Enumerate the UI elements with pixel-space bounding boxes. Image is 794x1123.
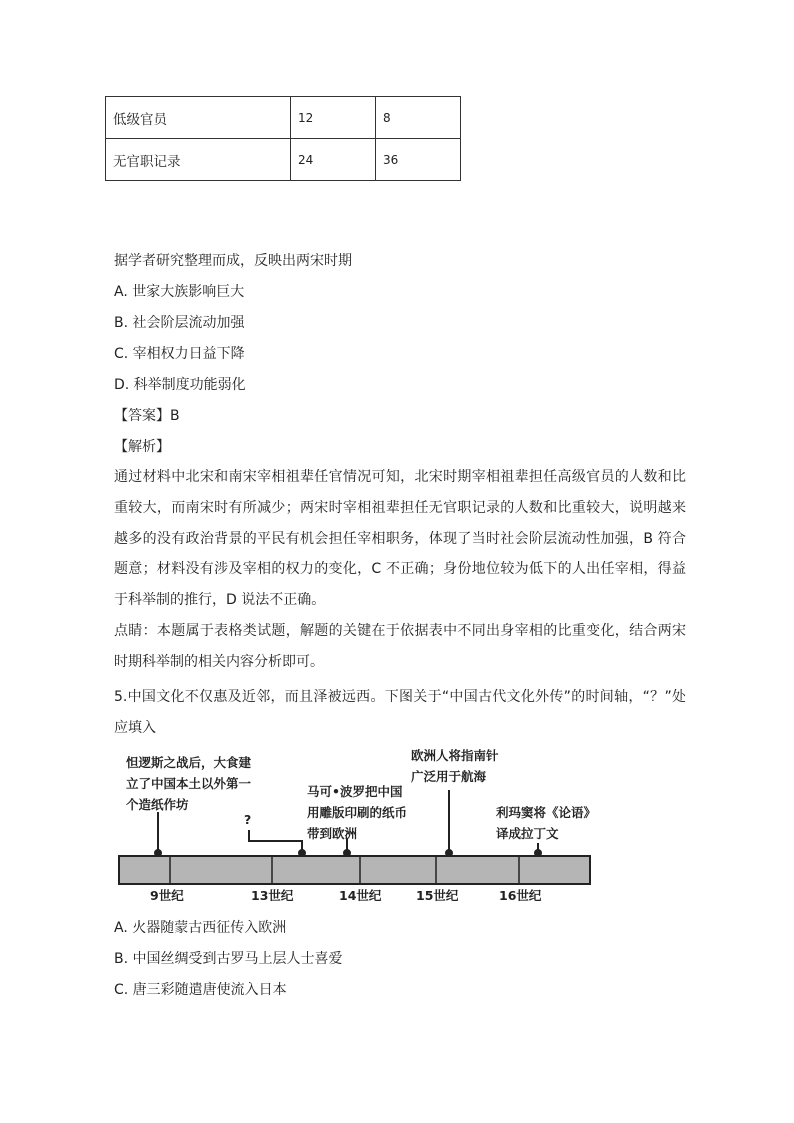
event-line: 怛逻斯之战后，大食建 <box>126 755 252 770</box>
option-b: B. 社会阶层流动加强 <box>114 315 245 331</box>
event-line: 利玛窦将《论语》 <box>496 805 597 820</box>
event-line: 带到欧洲 <box>307 826 358 841</box>
event-pointers <box>155 790 541 856</box>
event-marco-polo <box>307 781 407 844</box>
talas-marker <box>155 850 161 856</box>
event-line: 马可•波罗把中国 <box>307 784 403 799</box>
source-note: 据学者研究整理而成，反映出两宋时期 <box>114 253 352 269</box>
table-cell: 低级官员 <box>106 97 291 139</box>
table-row <box>106 139 461 181</box>
event-talas <box>126 752 251 815</box>
table-cell: 24 <box>291 139 376 181</box>
question-pointer <box>249 830 302 852</box>
table-row <box>106 97 461 139</box>
table-cell: 12 <box>291 97 376 139</box>
tick-label-13: 13世纪 <box>251 888 294 903</box>
answer-tag: 【答案】 <box>114 408 170 424</box>
tick-label-15: 15世纪 <box>416 888 459 903</box>
tick-label-16: 16世纪 <box>499 888 542 903</box>
option-a: A. 世家大族影响巨大 <box>114 284 245 300</box>
compass-marker <box>446 850 452 856</box>
officials-table <box>105 96 461 181</box>
question-marker <box>299 850 305 856</box>
event-line: 译成拉丁文 <box>496 826 559 841</box>
event-line: 立了中国本土以外第一 <box>126 776 252 791</box>
answer-line <box>114 407 180 425</box>
event-ricci <box>496 802 596 844</box>
option-d: D. 科举制度功能弱化 <box>114 377 246 393</box>
event-line: 欧洲人将指南针 <box>411 748 499 763</box>
q5-option-c: C. 唐三彩随遣唐使流入日本 <box>114 982 287 998</box>
table-cell: 36 <box>376 139 461 181</box>
answer-value: B <box>170 408 180 424</box>
analysis-tag: 【解析】 <box>114 439 170 455</box>
analysis-text: 通过材料中北宋和南宋宰相祖辈任官情况可知，北宋时期宰相祖辈担任高级官员的人数和比重较大，而南宋时有所减少；两宋时宰相祖辈担任无官职记录的人数和比重较大，说明越来越多的没有政治背景的平民有机会担任宰相职务，体现了当时社会阶层流动性加强，B 符合题意；材料没有涉及宰相的权力的变化，C 不正确；身份地位较为低下的人出任宰相，得益于科举制的推行，D 说法不正确。 <box>114 469 686 609</box>
tick-label-14: 14世纪 <box>339 888 382 903</box>
q5-option-b: B. 中国丝绸受到古罗马上层人士喜爱 <box>114 951 343 967</box>
table-cell: 无官职记录 <box>106 139 291 181</box>
event-compass <box>411 745 499 787</box>
option-c: C. 宰相权力日益下降 <box>114 346 245 362</box>
comment-text: 点睛：本题属于表格类试题，解题的关键在于依据表中不同出身宰相的比重变化，结合两宋时期科举制的相关内容分析即可。 <box>114 623 686 670</box>
timeline-dividers <box>170 856 519 884</box>
marco-marker <box>344 850 350 856</box>
ricci-marker <box>535 850 541 856</box>
event-question: ? <box>244 812 252 827</box>
tick-label-9: 9世纪 <box>150 888 184 903</box>
event-line: 广泛用于航海 <box>411 769 487 784</box>
table-cell: 8 <box>376 97 461 139</box>
timeline-bar <box>119 856 590 884</box>
event-line: 个造纸作坊 <box>126 797 189 812</box>
event-line: 用雕版印刷的纸币 <box>307 805 408 820</box>
q5-option-a: A. 火器随蒙古西征传入欧洲 <box>114 920 287 936</box>
question-5-stem: 5.中国文化不仅惠及近邻，而且泽被远西。下图关于“中国古代文化外传”的时间轴，“？”处应填入 <box>114 689 686 736</box>
